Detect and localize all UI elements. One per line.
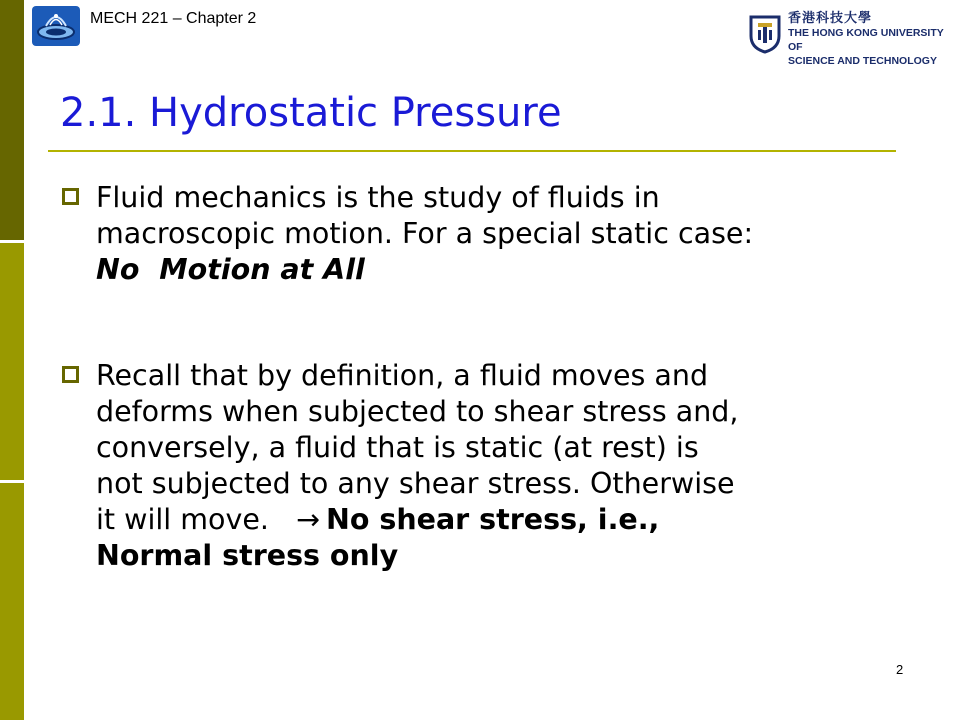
university-crest-icon <box>748 14 782 54</box>
bullet-line-5 <box>96 502 896 538</box>
university-name-en-line2: SCIENCE AND TECHNOLOGY <box>788 55 937 67</box>
bullet-line: not subjected to any shear stress. Otherwise <box>96 467 735 500</box>
university-name-en-line1: THE HONG KONG UNIVERSITY OF <box>788 27 944 53</box>
bullet-conclusion-line2: Normal stress only <box>96 539 399 572</box>
left-band-light <box>0 240 24 480</box>
left-band-divider <box>0 480 24 483</box>
square-bullet-icon <box>62 188 79 205</box>
bullet-line: Fluid mechanics is the study of fluids in <box>96 181 660 214</box>
bullet-line: conversely, a fluid that is static (at rest) is <box>96 431 699 464</box>
bullet-text <box>96 358 896 574</box>
left-band-light-bottom <box>0 480 24 720</box>
left-band-dark <box>0 0 24 240</box>
arrow-icon: → <box>296 503 321 536</box>
course-logo-icon <box>32 6 80 46</box>
bullet-text <box>96 180 896 288</box>
bullet-emphasis: No Motion at All <box>96 253 365 286</box>
bullet-conclusion: No shear stress, i.e., <box>326 503 660 536</box>
page-number: 2 <box>896 662 904 677</box>
course-title: MECH 221 – Chapter 2 <box>90 10 257 27</box>
bullet-line: deforms when subjected to shear stress and, <box>96 395 739 428</box>
bullet-line: macroscopic motion. For a special static case: <box>96 217 754 250</box>
square-bullet-icon <box>62 366 79 383</box>
bullet-line: Recall that by definition, a fluid moves and <box>96 359 709 392</box>
university-name-cn: 香港科技大學 <box>788 11 873 26</box>
bullet-plain-text: it will move. <box>96 503 269 536</box>
left-band-divider <box>0 240 24 243</box>
slide-title: 2.1. Hydrostatic Pressure <box>60 90 562 136</box>
title-underline <box>48 150 896 152</box>
university-name <box>788 12 960 68</box>
